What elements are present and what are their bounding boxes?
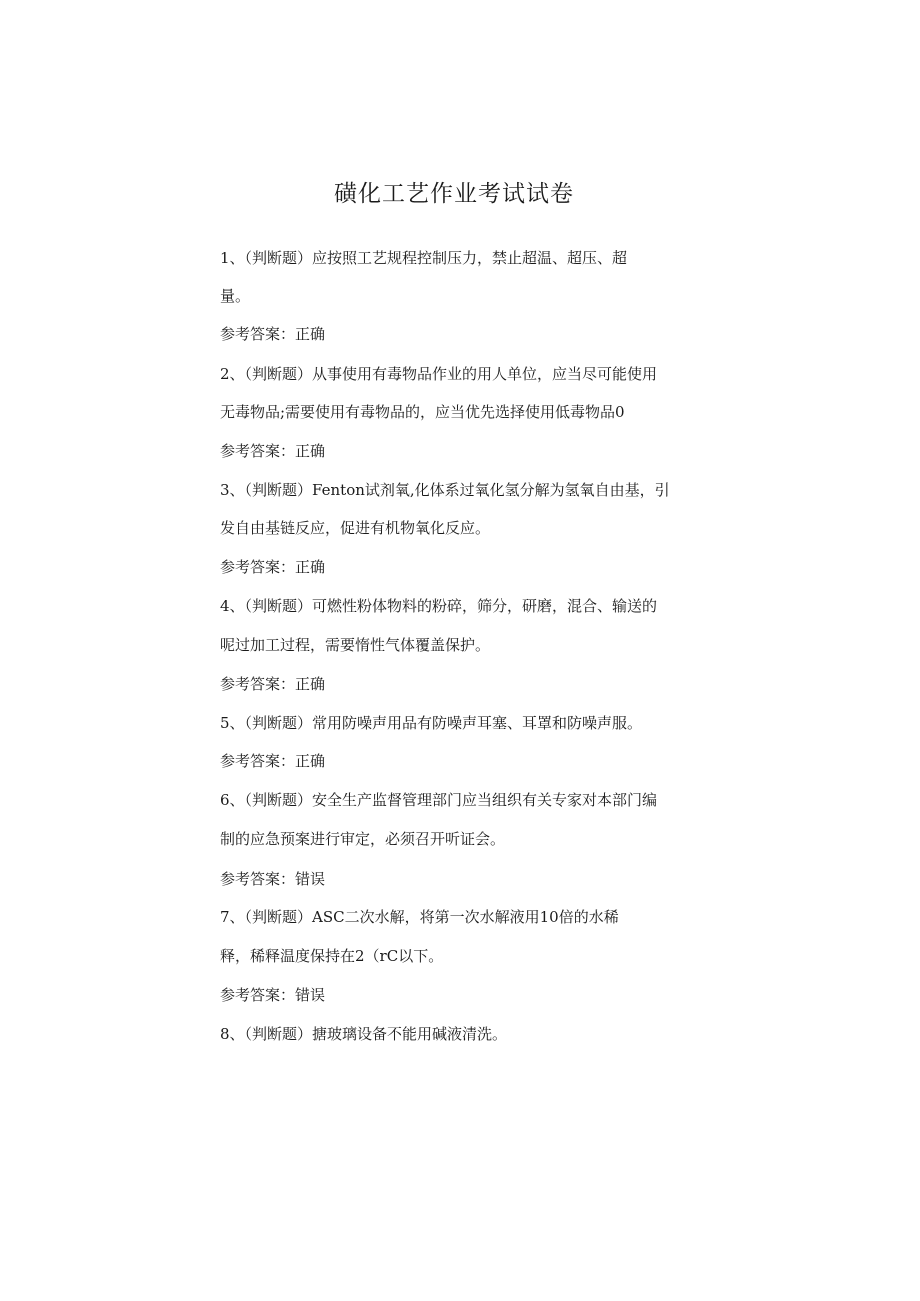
question-7-text-line-1: 7、（判断题）ASC二次水解，将第一次水解液用10倍的水稀 [220, 908, 619, 926]
question-4-text-line-2: 呢过加工过程，需要惰性气体覆盖保护。 [220, 636, 491, 654]
question-2-text-line-1: 2、（判断题）从事使用有毒物品作业的用人单位，应当尽可能使用 [220, 365, 658, 383]
question-1-text-line-1: 1、（判断题）应按照工艺规程控制压力，禁止超温、超压、超 [220, 249, 628, 267]
question-4-answer: 参考答案：正确 [220, 675, 326, 693]
question-8-text-line-1: 8、（判断题）搪玻璃设备不能用碱液清洗。 [220, 1025, 508, 1043]
question-3-text-line-1: 3、（判断题）Fenton试剂氧,化体系过氧化氢分解为氢氧自由基，引 [220, 481, 670, 499]
question-3-answer: 参考答案：正确 [220, 558, 326, 576]
question-6-answer: 参考答案：错误 [220, 870, 326, 888]
question-7-answer: 参考答案：错误 [220, 986, 326, 1004]
question-5-text-line-1: 5、（判断题）常用防噪声用品有防噪声耳塞、耳罩和防噪声服。 [220, 714, 643, 732]
question-4-text-line-1: 4、（判断题）可燃性粉体物料的粉碎，筛分，研磨，混合、输送的 [220, 597, 658, 615]
question-3-text-line-2: 发自由基链反应，促进有机物氧化反应。 [220, 519, 491, 537]
page-title: 磺化工艺作业考试试卷 [334, 181, 574, 207]
question-2-answer: 参考答案：正确 [220, 442, 326, 460]
question-2-text-line-2: 无毒物品;需要使用有毒物品的，应当优先选择使用低毒物品0 [220, 403, 625, 421]
question-7-text-line-2: 释，稀释温度保持在2（rC以下。 [220, 947, 444, 965]
question-1-text-line-2: 量。 [220, 287, 251, 305]
question-5-answer: 参考答案：正确 [220, 752, 326, 770]
question-1-answer: 参考答案：正确 [220, 325, 326, 343]
question-6-text-line-1: 6、（判断题）安全生产监督管理部门应当组织有关专家对本部门编 [220, 791, 658, 809]
question-6-text-line-2: 制的应急预案进行审定，必须召开听证会。 [220, 830, 506, 848]
